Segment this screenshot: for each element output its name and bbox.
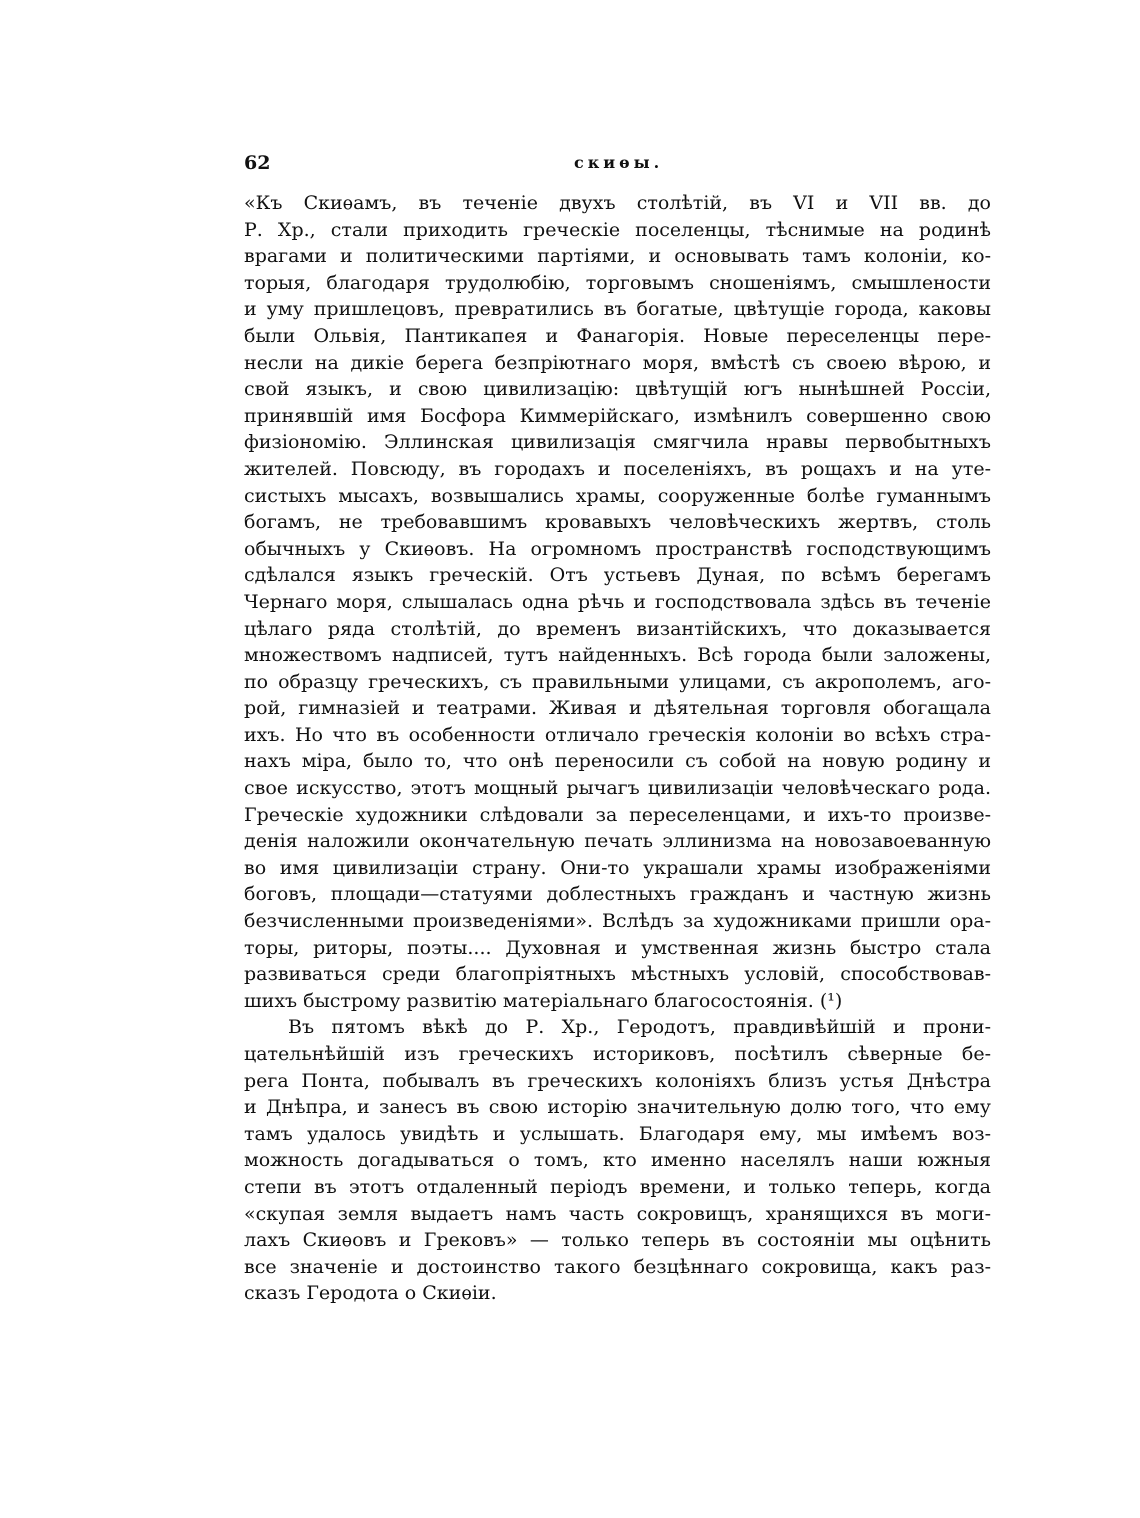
text-line: развиваться среди благопріятныхъ мѣстныхъ условій, способствовав-: [244, 963, 991, 986]
text-line: рега Понта, побывалъ въ греческихъ колоніяхъ близъ устья Днѣстра: [244, 1069, 991, 1092]
text-line: и уму пришлецовъ, превратились въ богатые, цвѣтущіе города, каковы: [244, 298, 991, 321]
text-line: Въ пятомъ вѣкѣ до Р. Хр., Геродотъ, правдивѣйшій и прони-: [288, 1016, 991, 1039]
page-number: 62: [244, 152, 271, 174]
text-line: лахъ Скиѳовъ и Грековъ» — только теперь въ состояніи мы оцѣнить: [244, 1229, 991, 1252]
paragraph-2: [244, 1014, 991, 1307]
text-line: принявшій имя Босфора Киммерійскаго, измѣнилъ совершенно свою: [244, 404, 991, 427]
text-line: торы, риторы, поэты.... Духовная и умственная жизнь быстро стала: [244, 936, 991, 959]
text-line: «Къ Скиѳамъ, въ теченіе двухъ столѣтій, въ VI и VII вв. до: [244, 192, 991, 214]
text-line: можность догадываться о томъ, кто именно населялъ наши южныя: [244, 1149, 991, 1172]
text-line: во имя цивилизаціи страну. Они-то украшали храмы изображеніями: [244, 856, 991, 879]
text-line: шихъ быстрому развитію матеріальнаго благосостоянія. (¹): [244, 989, 843, 1012]
text-line: боговъ, площади—статуями доблестныхъ гражданъ и частную жизнь: [244, 883, 991, 906]
text-line: цѣлаго ряда столѣтій, до временъ византійскихъ, что доказывается: [244, 617, 991, 640]
text-line: безчисленными произведеніями». Вслѣдъ за художниками пришли ора-: [244, 910, 991, 933]
text-line: и Днѣпра, и занесъ въ свою исторію значительную долю того, что ему: [244, 1096, 991, 1119]
body-text: [244, 190, 991, 1307]
text-line: жителей. Повсюду, въ городахъ и поселеніяхъ, въ рощахъ и на уте-: [244, 457, 991, 480]
text-line: Чернаго моря, слышалась одна рѣчь и господствовала здѣсь въ теченіе: [244, 590, 991, 613]
text-line: множествомъ надписей, тутъ найденныхъ. Всѣ города были заложены,: [244, 644, 991, 667]
text-line: цательнѣйшій изъ греческихъ историковъ, посѣтилъ сѣверные бе-: [244, 1043, 991, 1065]
text-line: тамъ удалось увидѣть и услышать. Благодаря ему, мы имѣемъ воз-: [244, 1122, 991, 1145]
text-line: сказъ Геродота о Скиѳіи.: [244, 1282, 497, 1305]
text-line: свой языкъ, и свою цивилизацію: цвѣтущій югъ нынѣшней Россіи,: [244, 378, 991, 401]
text-line: сдѣлался языкъ греческій. Отъ устьевъ Дуная, по всѣмъ берегамъ: [244, 564, 991, 587]
running-head: скиѳы.: [574, 153, 664, 172]
text-line: Р. Хр., стали приходить греческіе поселенцы, тѣснимые на родинѣ: [244, 218, 991, 241]
text-line: систыхъ мысахъ, возвышались храмы, сооруженные болѣе гуманнымъ: [244, 484, 991, 507]
text-line: рой, гимназіей и театрами. Живая и дѣятельная торговля обогащала: [244, 697, 991, 720]
text-line: богамъ, не требовавшимъ кровавыхъ человѣческихъ жертвъ, столь: [244, 511, 991, 534]
text-line: торыя, благодаря трудолюбію, торговымъ сношеніямъ, смышлености: [244, 271, 991, 294]
text-line: были Ольвія, Пантикапея и Фанагорія. Новые переселенцы пере-: [244, 324, 991, 347]
text-line: все значеніе и достоинство такого безцѣннаго сокровища, какъ раз-: [244, 1255, 991, 1278]
text-line: обычныхъ у Скиѳовъ. На огромномъ пространствѣ господствующимъ: [244, 537, 991, 560]
text-line: денія наложили окончательную печать эллинизма на новозавоеванную: [244, 830, 991, 853]
text-line: ихъ. Но что въ особенности отличало греческія колоніи во всѣхъ стра-: [244, 723, 991, 746]
text-line: по образцу греческихъ, съ правильными улицами, съ акрополемъ, аго-: [244, 670, 991, 693]
text-line: «скупая земля выдаетъ намъ часть сокровищъ, хранящихся въ моги-: [244, 1202, 991, 1225]
text-line: врагами и политическими партіями, и основывать тамъ колоніи, ко-: [244, 245, 991, 268]
text-line: нахъ міра, было то, что онѣ переносили съ собой на новую родину и: [244, 750, 991, 773]
text-line: свое искусство, этотъ мощный рычагъ цивилизаціи человѣческаго рода.: [244, 777, 991, 800]
text-line: несли на дикіе берега безпріютнаго моря, вмѣстѣ съ своею вѣрою, и: [244, 351, 991, 374]
text-line: физіономію. Эллинская цивилизація смягчила нравы первобытныхъ: [244, 431, 991, 454]
text-line: Греческіе художники слѣдовали за переселенцами, и ихъ-то произве-: [244, 803, 991, 826]
text-line: степи въ этотъ отдаленный періодъ времени, и только теперь, когда: [244, 1175, 991, 1198]
paragraph-1: [244, 190, 991, 1014]
